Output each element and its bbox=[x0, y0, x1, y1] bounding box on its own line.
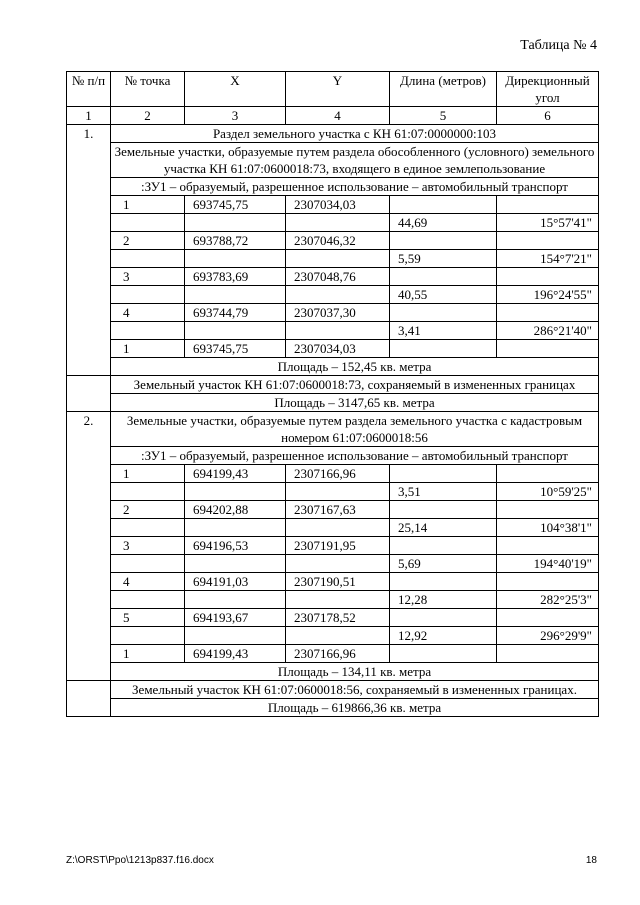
point-y: 2307034,03 bbox=[286, 340, 390, 358]
empty-cell bbox=[185, 627, 286, 645]
column-number: 6 bbox=[497, 107, 599, 125]
empty-cell bbox=[497, 196, 599, 214]
column-header: X bbox=[185, 72, 286, 107]
point-y: 2307167,63 bbox=[286, 501, 390, 519]
empty-cell bbox=[111, 555, 185, 573]
point-row bbox=[67, 232, 599, 250]
point-x: 694199,43 bbox=[185, 645, 286, 663]
column-number: 2 bbox=[111, 107, 185, 125]
segment-length: 3,51 bbox=[390, 483, 497, 501]
point-row bbox=[67, 645, 599, 663]
empty-cell bbox=[111, 519, 185, 537]
point-y: 2307166,96 bbox=[286, 645, 390, 663]
section-title: Земельные участки, образуемые путем раздела земельного участка с кадастровым номером 61:07:0600018:56 bbox=[111, 412, 599, 447]
segment-angle: 196°24'55" bbox=[497, 286, 599, 304]
empty-cell bbox=[111, 483, 185, 501]
empty-cell bbox=[390, 340, 497, 358]
segment-angle: 296°29'9" bbox=[497, 627, 599, 645]
empty-cell bbox=[286, 322, 390, 340]
point-y: 2307190,51 bbox=[286, 573, 390, 591]
empty-cell bbox=[185, 250, 286, 268]
empty-cell bbox=[185, 483, 286, 501]
empty-cell bbox=[67, 376, 111, 412]
zu-title: :ЗУ1 – образуемый, разрешенное использование – автомобильный транспорт bbox=[111, 447, 599, 465]
point-number: 3 bbox=[111, 537, 185, 555]
empty-cell bbox=[390, 196, 497, 214]
segment-row bbox=[67, 322, 599, 340]
column-number: 1 bbox=[67, 107, 111, 125]
segment-angle: 154°7'21" bbox=[497, 250, 599, 268]
empty-cell bbox=[390, 609, 497, 627]
empty-cell bbox=[286, 519, 390, 537]
empty-cell bbox=[497, 268, 599, 286]
segment-angle: 10°59'25" bbox=[497, 483, 599, 501]
kept-row bbox=[67, 376, 599, 394]
segment-length: 40,55 bbox=[390, 286, 497, 304]
empty-cell bbox=[497, 232, 599, 250]
point-x: 693745,75 bbox=[185, 340, 286, 358]
column-number: 5 bbox=[390, 107, 497, 125]
empty-cell bbox=[286, 591, 390, 609]
empty-cell bbox=[497, 501, 599, 519]
segment-length: 5,59 bbox=[390, 250, 497, 268]
kept-area-row bbox=[67, 394, 599, 412]
empty-cell bbox=[111, 627, 185, 645]
empty-cell bbox=[185, 519, 286, 537]
empty-cell bbox=[111, 591, 185, 609]
empty-cell bbox=[286, 214, 390, 232]
area-value: Площадь – 134,11 кв. метра bbox=[111, 663, 599, 681]
empty-cell bbox=[390, 501, 497, 519]
coordinates-table bbox=[66, 71, 599, 717]
empty-cell bbox=[286, 483, 390, 501]
empty-cell bbox=[185, 322, 286, 340]
point-x: 694199,43 bbox=[185, 465, 286, 483]
segment-row bbox=[67, 555, 599, 573]
point-x: 693788,72 bbox=[185, 232, 286, 250]
point-number: 3 bbox=[111, 268, 185, 286]
point-number: 5 bbox=[111, 609, 185, 627]
column-header: Y bbox=[286, 72, 390, 107]
point-y: 2307034,03 bbox=[286, 196, 390, 214]
subsection-row bbox=[67, 143, 599, 178]
file-path: Z:\ORST\Ppo\1213p837.f16.docx bbox=[66, 855, 214, 866]
point-y: 2307048,76 bbox=[286, 268, 390, 286]
point-number: 2 bbox=[111, 501, 185, 519]
empty-cell bbox=[185, 591, 286, 609]
segment-angle: 282°25'3" bbox=[497, 591, 599, 609]
segment-angle: 286°21'40" bbox=[497, 322, 599, 340]
point-x: 693783,69 bbox=[185, 268, 286, 286]
point-number: 4 bbox=[111, 304, 185, 322]
column-header: Дирекционный угол bbox=[497, 72, 599, 107]
empty-cell bbox=[111, 214, 185, 232]
point-row bbox=[67, 268, 599, 286]
empty-cell bbox=[497, 573, 599, 591]
zu-title: :ЗУ1 – образуемый, разрешенное использование – автомобильный транспорт bbox=[111, 178, 599, 196]
area-row bbox=[67, 358, 599, 376]
segment-row bbox=[67, 591, 599, 609]
column-number: 3 bbox=[185, 107, 286, 125]
point-y: 2307166,96 bbox=[286, 465, 390, 483]
header-number-row bbox=[67, 107, 599, 125]
empty-cell bbox=[286, 250, 390, 268]
kept-parcel: Земельный участок КН 61:07:0600018:73, сохраняемый в измененных границах bbox=[111, 376, 599, 394]
segment-angle: 194°40'19" bbox=[497, 555, 599, 573]
empty-cell bbox=[390, 537, 497, 555]
point-y: 2307037,30 bbox=[286, 304, 390, 322]
point-x: 693744,79 bbox=[185, 304, 286, 322]
column-header: № точка bbox=[111, 72, 185, 107]
point-number: 2 bbox=[111, 232, 185, 250]
kept-row bbox=[67, 681, 599, 699]
point-x: 694196,53 bbox=[185, 537, 286, 555]
empty-cell bbox=[497, 304, 599, 322]
segment-length: 44,69 bbox=[390, 214, 497, 232]
point-y: 2307191,95 bbox=[286, 537, 390, 555]
segment-row bbox=[67, 214, 599, 232]
point-x: 694202,88 bbox=[185, 501, 286, 519]
table-caption: Таблица № 4 bbox=[520, 38, 597, 53]
segment-length: 12,28 bbox=[390, 591, 497, 609]
empty-cell bbox=[390, 645, 497, 663]
empty-cell bbox=[185, 555, 286, 573]
kept-area-row bbox=[67, 699, 599, 717]
segment-row bbox=[67, 286, 599, 304]
segment-length: 12,92 bbox=[390, 627, 497, 645]
empty-cell bbox=[497, 465, 599, 483]
point-number: 4 bbox=[111, 573, 185, 591]
column-header: № п/п bbox=[67, 72, 111, 107]
empty-cell bbox=[286, 627, 390, 645]
section-title-row bbox=[67, 412, 599, 447]
empty-cell bbox=[390, 573, 497, 591]
point-row bbox=[67, 196, 599, 214]
empty-cell bbox=[67, 681, 111, 717]
zu-row bbox=[67, 178, 599, 196]
point-y: 2307046,32 bbox=[286, 232, 390, 250]
empty-cell bbox=[111, 286, 185, 304]
point-number: 1 bbox=[111, 340, 185, 358]
segment-length: 5,69 bbox=[390, 555, 497, 573]
segment-angle: 15°57'41" bbox=[497, 214, 599, 232]
segment-row bbox=[67, 627, 599, 645]
empty-cell bbox=[111, 322, 185, 340]
empty-cell bbox=[390, 304, 497, 322]
empty-cell bbox=[497, 340, 599, 358]
point-row bbox=[67, 537, 599, 555]
point-row bbox=[67, 304, 599, 322]
empty-cell bbox=[497, 537, 599, 555]
point-row bbox=[67, 465, 599, 483]
area-value: Площадь – 152,45 кв. метра bbox=[111, 358, 599, 376]
segment-row bbox=[67, 519, 599, 537]
point-number: 1 bbox=[111, 465, 185, 483]
section-title-row bbox=[67, 125, 599, 143]
point-row bbox=[67, 573, 599, 591]
point-row bbox=[67, 340, 599, 358]
column-header: Длина (метров) bbox=[390, 72, 497, 107]
empty-cell bbox=[390, 268, 497, 286]
area-row bbox=[67, 663, 599, 681]
empty-cell bbox=[286, 555, 390, 573]
point-x: 693745,75 bbox=[185, 196, 286, 214]
page-number: 18 bbox=[585, 855, 597, 866]
section-number: 2. bbox=[67, 412, 111, 681]
segment-length: 25,14 bbox=[390, 519, 497, 537]
point-row bbox=[67, 501, 599, 519]
section-title: Раздел земельного участка с КН 61:07:0000000:103 bbox=[111, 125, 599, 143]
zu-row bbox=[67, 447, 599, 465]
segment-row bbox=[67, 250, 599, 268]
point-number: 1 bbox=[111, 196, 185, 214]
empty-cell bbox=[185, 286, 286, 304]
point-row bbox=[67, 609, 599, 627]
point-number: 1 bbox=[111, 645, 185, 663]
empty-cell bbox=[185, 214, 286, 232]
kept-area-value: Площадь – 619866,36 кв. метра bbox=[111, 699, 599, 717]
subsection-title: Земельные участки, образуемые путем раздела обособленного (условного) земельного участка КН 61:07:0600018:73, входящего в единое землепользование bbox=[111, 143, 599, 178]
section-number: 1. bbox=[67, 125, 111, 376]
header-row bbox=[67, 72, 599, 107]
empty-cell bbox=[497, 609, 599, 627]
kept-area-value: Площадь – 3147,65 кв. метра bbox=[111, 394, 599, 412]
column-number: 4 bbox=[286, 107, 390, 125]
point-x: 694193,67 bbox=[185, 609, 286, 627]
empty-cell bbox=[390, 465, 497, 483]
empty-cell bbox=[497, 645, 599, 663]
segment-length: 3,41 bbox=[390, 322, 497, 340]
kept-parcel: Земельный участок КН 61:07:0600018:56, сохраняемый в измененных границах. bbox=[111, 681, 599, 699]
empty-cell bbox=[390, 232, 497, 250]
point-y: 2307178,52 bbox=[286, 609, 390, 627]
point-x: 694191,03 bbox=[185, 573, 286, 591]
segment-angle: 104°38'1" bbox=[497, 519, 599, 537]
segment-row bbox=[67, 483, 599, 501]
empty-cell bbox=[286, 286, 390, 304]
empty-cell bbox=[111, 250, 185, 268]
